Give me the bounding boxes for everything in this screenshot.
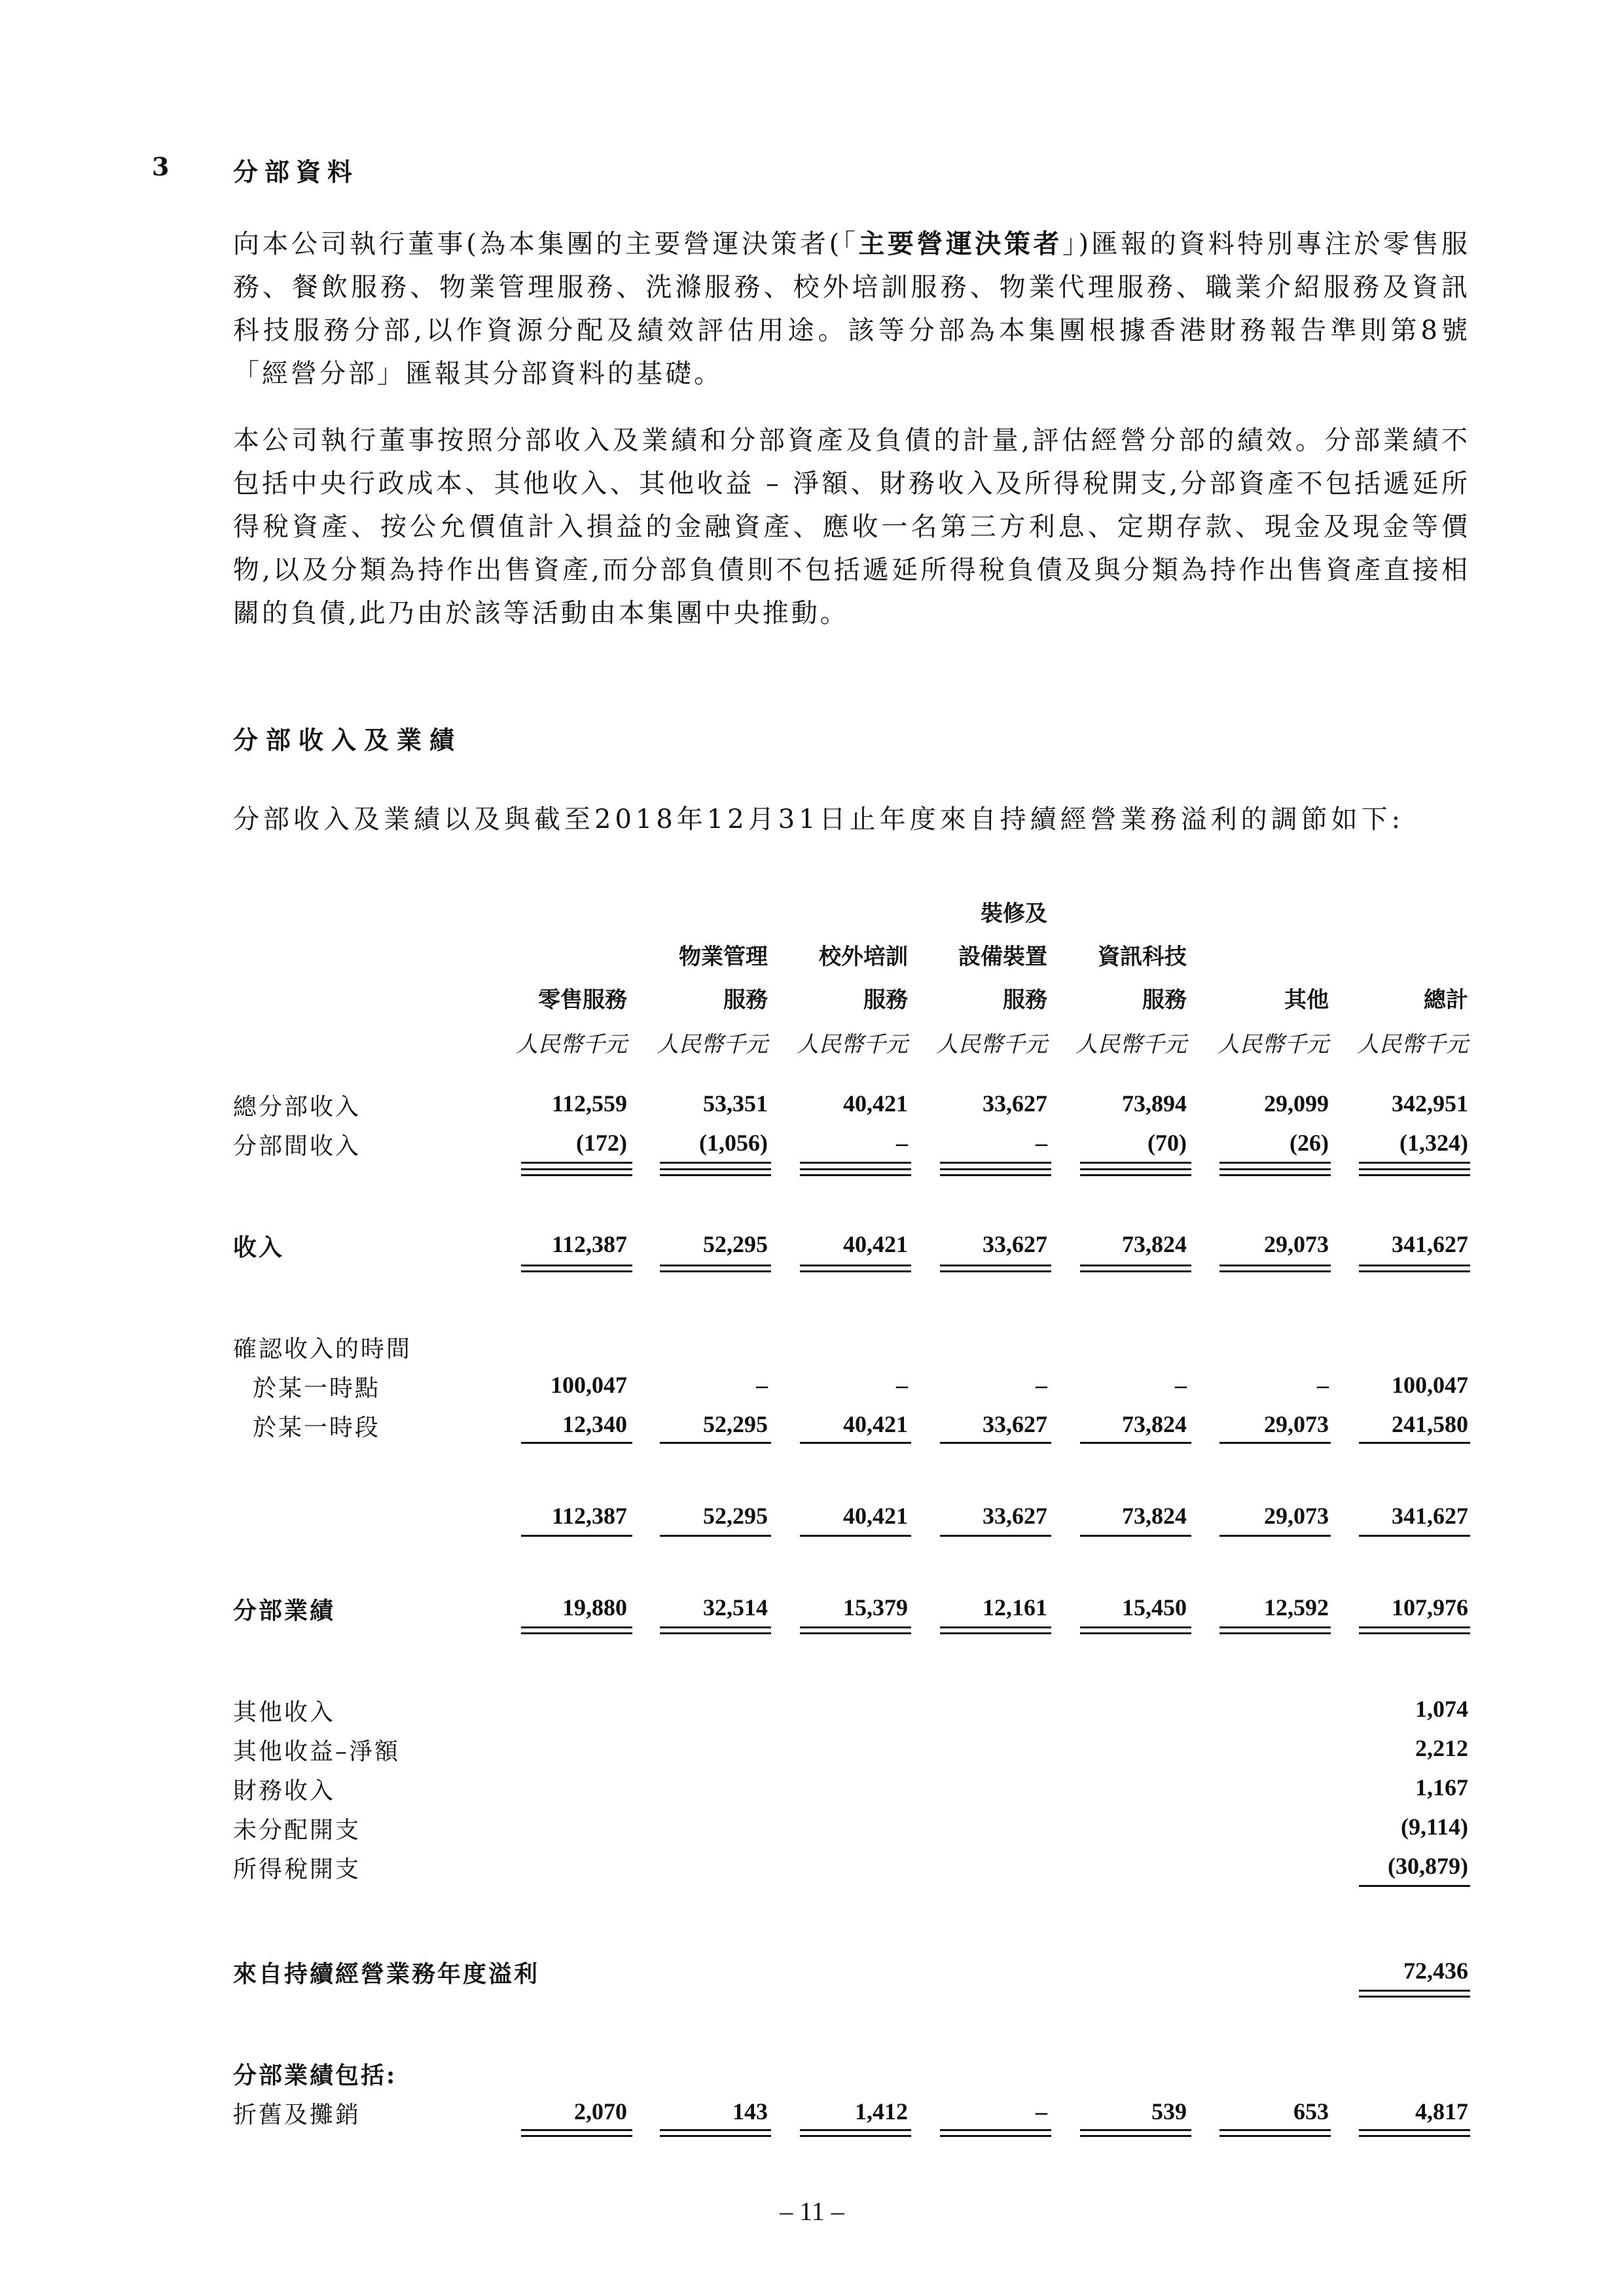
single-underline: [800, 1162, 911, 1164]
paragraph-segment-reporting: [233, 223, 1470, 395]
table-cell: 40,421: [843, 1411, 908, 1437]
double-underline: [1219, 1626, 1331, 1634]
row-label-income-tax: 所得稅開支: [233, 1856, 361, 1883]
table-cell: 15,450: [1122, 1594, 1187, 1621]
single-underline: [1219, 1442, 1331, 1444]
double-underline: [1080, 1265, 1191, 1272]
single-underline: [1219, 1162, 1331, 1164]
table-cell: 112,559: [551, 1090, 627, 1117]
single-underline: [1359, 1885, 1470, 1887]
table-cell: 29,073: [1264, 1503, 1329, 1529]
double-underline: [660, 2129, 771, 2137]
table-cell: 341,627: [1392, 1503, 1468, 1529]
single-underline: [1219, 1535, 1331, 1537]
table-cell: 73,824: [1122, 1411, 1187, 1437]
table-cell-total: 1,074: [1415, 1696, 1468, 1722]
table-cell: 73,894: [1122, 1090, 1187, 1117]
table-cell: 33,627: [983, 1503, 1047, 1529]
table-cell: (1,324): [1399, 1130, 1468, 1156]
table-cell: 653: [1293, 2098, 1329, 2125]
section-number: 3: [152, 152, 170, 181]
table-cell: 29,099: [1264, 1090, 1329, 1117]
table-cell: 52,295: [703, 1231, 768, 1257]
row-label-unallocated: 未分配開支: [233, 1817, 361, 1844]
single-underline: [940, 1162, 1051, 1164]
table-cell: –: [1036, 1372, 1047, 1398]
table-cell: (172): [576, 1130, 627, 1156]
column-unit: 人民幣千元: [936, 1031, 1047, 1058]
table-cell: 2,070: [574, 2098, 627, 2125]
table-cell: 100,047: [1392, 1372, 1468, 1398]
table-cell: (1,056): [699, 1130, 768, 1156]
double-underline: [1080, 2129, 1191, 2137]
table-cell: –: [1036, 1130, 1047, 1156]
table-cell: 15,379: [843, 1594, 908, 1621]
double-underline: [521, 1265, 632, 1272]
table-cell: 12,340: [562, 1411, 627, 1437]
single-underline: [1080, 1442, 1191, 1444]
double-underline: [660, 1626, 771, 1634]
double-underline: [660, 1168, 771, 1176]
table-cell-total: 2,212: [1415, 1735, 1468, 1761]
column-unit: 人民幣千元: [516, 1031, 627, 1058]
row-label-segment-results: 分部業績: [233, 1597, 336, 1624]
row-label-total-segment-revenue: 總分部收入: [233, 1094, 361, 1121]
paragraph-performance-assessment: 本公司執行董事按照分部收入及業績和分部資產及負債的計量,評估經營分部的績效。分部業績不包括中央行政成本、其他收入、其他收益 – 淨額、財務收入及所得稅開支,分部資產不包括遞延所得稅資產、按公允價值計入損益的金融資產、應收一名第三方利息、定期存款、現金及現金等價物,以及分類為持作出售資產,而分部負債則不包括遞延所得稅負債及與分類為持作出售資產直接相關的負債,此乃由於該等活動由本集團中央推動。: [233, 425, 1470, 628]
row-label-depreciation: 折舊及攤銷: [233, 2102, 361, 2128]
table-cell: –: [1317, 1372, 1329, 1398]
column-header-line: 設備裝置: [958, 944, 1047, 970]
table-intro: 分部收入及業績以及與截至2018年12月31日止年度來自持續經營業務溢利的調節如下:: [233, 804, 1405, 834]
single-underline: [1359, 1535, 1470, 1537]
table-cell: 100,047: [550, 1372, 627, 1398]
single-underline: [940, 1442, 1051, 1444]
table-cell: 112,387: [551, 1231, 627, 1257]
double-underline: [1359, 2129, 1470, 2137]
double-underline: [940, 1168, 1051, 1176]
double-underline: [1080, 1168, 1191, 1176]
table-cell-total: (9,114): [1401, 1814, 1468, 1840]
single-underline: [521, 1442, 632, 1444]
page-number: – 11 –: [780, 2197, 844, 2226]
table-cell: 539: [1151, 2098, 1187, 2125]
table-cell: 29,073: [1264, 1231, 1329, 1257]
column-header-line: 裝修及: [981, 901, 1047, 927]
column-unit: 人民幣千元: [1075, 1031, 1187, 1058]
table-cell: 40,421: [843, 1503, 908, 1529]
single-underline: [940, 1535, 1051, 1537]
column-unit: 人民幣千元: [1218, 1031, 1329, 1058]
table-cell: 4,817: [1415, 2098, 1468, 2125]
table-cell: –: [896, 1372, 908, 1398]
column-header-line: 服務: [863, 987, 908, 1013]
table-cell: 32,514: [703, 1594, 768, 1621]
double-underline: [521, 2129, 632, 2137]
column-header-line: 校外培訓: [819, 944, 908, 970]
table-cell-total: 72,436: [1403, 1958, 1468, 1984]
column-header-line: 資訊科技: [1098, 944, 1187, 970]
double-underline: [800, 2129, 911, 2137]
row-label-other-gains: 其他收益–淨額: [233, 1738, 401, 1765]
column-unit: 人民幣千元: [657, 1031, 768, 1058]
table-cell-total: 1,167: [1415, 1774, 1468, 1801]
double-underline: [660, 1265, 771, 1272]
single-underline: [660, 1535, 771, 1537]
row-label-timing-heading: 確認收入的時間: [233, 1336, 412, 1363]
single-underline: [800, 1535, 911, 1537]
table-cell: –: [756, 1372, 768, 1398]
table-cell: 52,295: [703, 1411, 768, 1437]
table-cell: 52,295: [703, 1503, 768, 1529]
double-underline: [1359, 1265, 1470, 1272]
column-header-line: 服務: [723, 987, 768, 1013]
table-cell: 1,412: [855, 2098, 908, 2125]
table-cell: 12,161: [983, 1594, 1047, 1621]
paragraph-1-text-a: 向本公司執行董事(為本集團的主要營運決策者(「: [233, 229, 859, 259]
paragraph-1-bold-term: 主要營運決策者: [858, 228, 1063, 259]
double-underline: [940, 2129, 1051, 2137]
table-cell: –: [896, 1130, 908, 1156]
row-label-point-in-time: 於某一時點: [253, 1375, 381, 1402]
table-cell-total: (30,879): [1388, 1853, 1468, 1879]
row-label-other-income: 其他收入: [233, 1699, 336, 1726]
table-cell: 107,976: [1392, 1594, 1468, 1621]
table-cell: 33,627: [983, 1411, 1047, 1437]
row-label-included-heading: 分部業績包括:: [233, 2062, 397, 2089]
column-header-line: 零售服務: [538, 987, 627, 1013]
single-underline: [660, 1442, 771, 1444]
double-underline: [1359, 1990, 1470, 1998]
double-underline: [1080, 1626, 1191, 1634]
row-label-profit: 來自持續經營業務年度溢利: [233, 1960, 540, 1988]
table-cell: 73,824: [1122, 1503, 1187, 1529]
single-underline: [1359, 1162, 1470, 1164]
double-underline: [1359, 1168, 1470, 1176]
double-underline: [1219, 1265, 1331, 1272]
column-header-line: 總計: [1424, 987, 1468, 1013]
paragraph-1-text-b: 」)匯報的資料特別專注於零售服務、餐飲服務、物業管理服務、洗滌服務、校外培訓服務、物業代理服務、職業介紹服務及資訊科技服務分部,以作資源分配及績效評估用途。該等分部為本集團根據香港財務報告準則第8號「經營分部」匯報其分部資料的基礎。: [233, 229, 1470, 389]
table-cell: –: [1036, 2098, 1047, 2125]
double-underline: [1219, 2129, 1331, 2137]
table-cell: 12,592: [1264, 1594, 1329, 1621]
double-underline: [800, 1626, 911, 1634]
table-cell: 33,627: [983, 1090, 1047, 1117]
table-cell: 143: [732, 2098, 768, 2125]
row-label-over-time: 於某一時段: [253, 1414, 381, 1441]
table-cell: –: [1175, 1372, 1187, 1398]
single-underline: [1080, 1535, 1191, 1537]
table-cell: 19,880: [562, 1594, 627, 1621]
table-cell: 40,421: [843, 1090, 908, 1117]
double-underline: [521, 1168, 632, 1176]
table-cell: 341,627: [1392, 1231, 1468, 1257]
table-cell: 53,351: [703, 1090, 768, 1117]
single-underline: [521, 1162, 632, 1164]
table-cell: 342,951: [1392, 1090, 1468, 1117]
table-cell: 73,824: [1122, 1231, 1187, 1257]
single-underline: [1359, 1442, 1470, 1444]
single-underline: [1080, 1162, 1191, 1164]
row-label-inter-segment-revenue: 分部間收入: [233, 1133, 361, 1160]
column-header-line: 其他: [1284, 987, 1329, 1013]
row-label-revenue: 收入: [233, 1234, 285, 1261]
single-underline: [800, 1442, 911, 1444]
table-cell: 241,580: [1392, 1411, 1468, 1437]
double-underline: [1359, 1626, 1470, 1634]
table-cell: 33,627: [983, 1231, 1047, 1257]
column-header-line: 物業管理: [679, 944, 768, 970]
column-header-line: 服務: [1003, 987, 1047, 1013]
table-cell: (26): [1290, 1130, 1329, 1156]
single-underline: [660, 1162, 771, 1164]
table-cell: 112,387: [551, 1503, 627, 1529]
table-cell: 40,421: [843, 1231, 908, 1257]
single-underline: [521, 1535, 632, 1537]
table-cell: (70): [1147, 1130, 1187, 1156]
double-underline: [521, 1626, 632, 1634]
column-unit: 人民幣千元: [797, 1031, 908, 1058]
column-unit: 人民幣千元: [1357, 1031, 1468, 1058]
column-header-line: 服務: [1142, 987, 1187, 1013]
double-underline: [940, 1265, 1051, 1272]
double-underline: [800, 1265, 911, 1272]
section-title: 分部資料: [233, 157, 359, 187]
row-label-finance-income: 財務收入: [233, 1778, 336, 1804]
double-underline: [940, 1626, 1051, 1634]
double-underline: [1219, 1168, 1331, 1176]
table-cell: 29,073: [1264, 1411, 1329, 1437]
double-underline: [800, 1168, 911, 1176]
subsection-title: 分部收入及業績: [233, 725, 463, 755]
